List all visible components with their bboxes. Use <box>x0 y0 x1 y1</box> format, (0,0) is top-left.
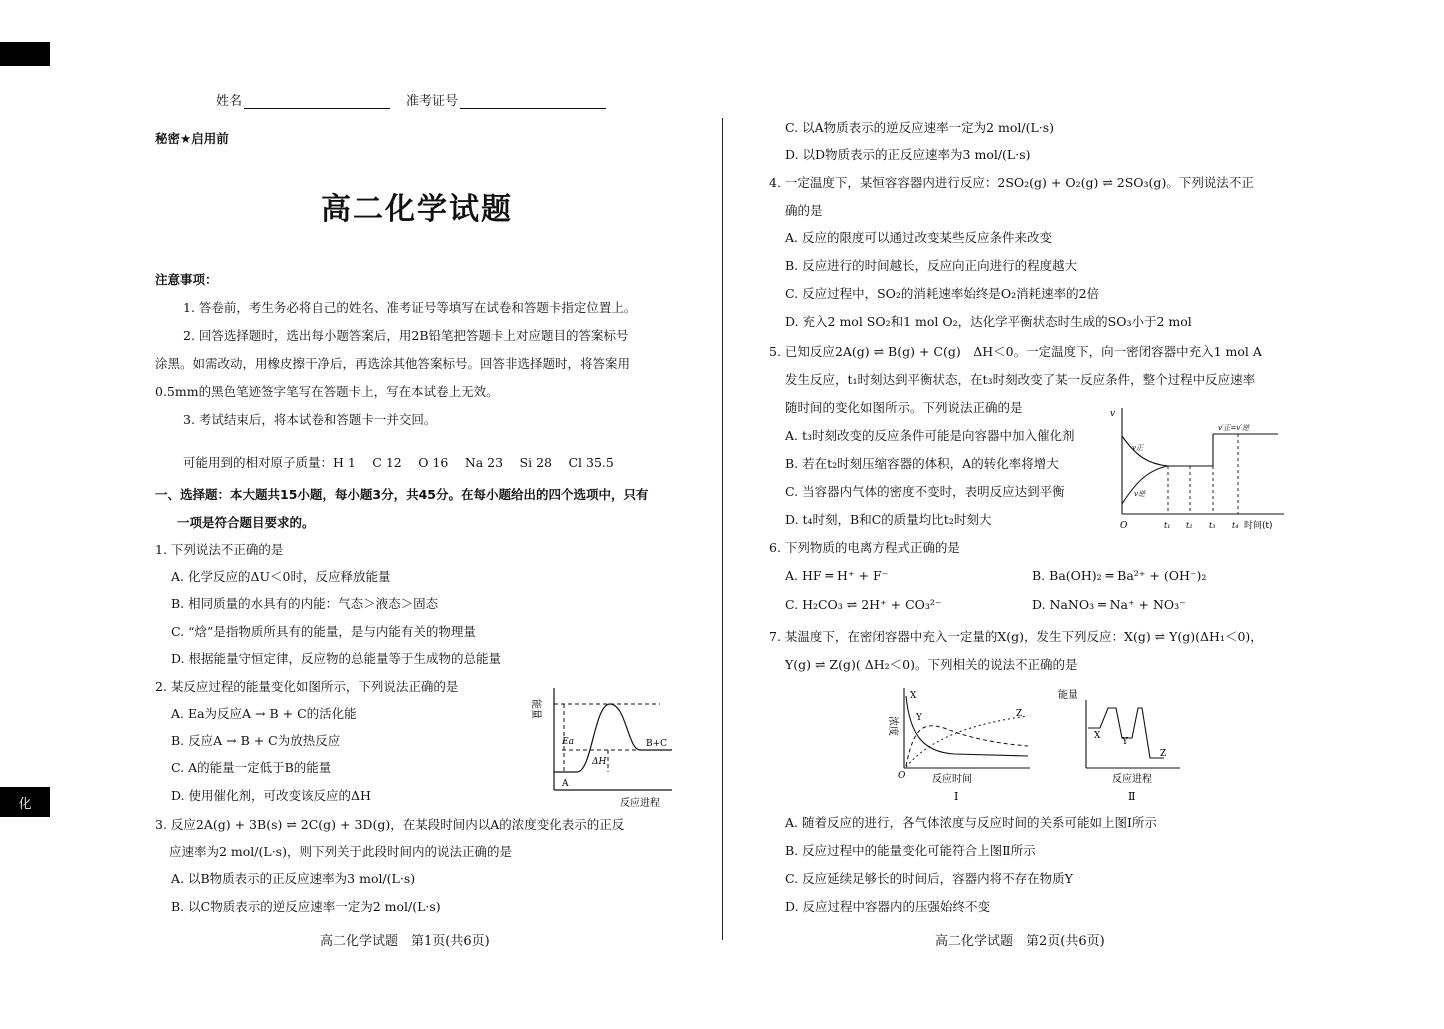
notice-heading: 注意事项： <box>155 272 218 287</box>
option: D. 以D物质表示的正反应速率为3 mol/(L·s) <box>785 147 1031 162</box>
z-curve <box>906 716 1028 767</box>
question-5-cont: 发生反应，t₁时刻达到平衡状态，在t₃时刻改变了某一反应条件，整个过程中反应速率 <box>785 372 1256 387</box>
question-2: 2. 某反应过程的能量变化如图所示，下列说法正确的是 <box>155 679 459 694</box>
option: D. NaNO₃ ═ Na⁺ + NO₃⁻ <box>1032 597 1186 612</box>
notice-line: 涂黑。如需改动，用橡皮擦干净后，再选涂其他答案标号。回答非选择题时，将答案用 <box>155 356 631 371</box>
z-label: Z <box>1160 749 1167 759</box>
x-axis-label: 反应时间 <box>932 774 972 785</box>
option: C. 当容器内气体的密度不变时，表明反应达到平衡 <box>785 484 1065 499</box>
corner-tab <box>0 42 50 66</box>
option: C. H₂CO₃ ⇌ 2H⁺ + CO₃²⁻ <box>785 597 942 612</box>
forward-rate-label: v正 <box>1132 444 1143 452</box>
option: B. 反应过程中的能量变化可能符合上图Ⅱ所示 <box>785 843 1036 858</box>
page-title: 高二化学试题 <box>321 192 513 227</box>
option: B. Ba(OH)₂ ═ Ba²⁺ + (OH⁻)₂ <box>1032 568 1207 583</box>
x-axis-label: 时间(t) <box>1244 521 1273 531</box>
y-label: Y <box>1122 737 1128 747</box>
question-1: 1. 下列说法不正确的是 <box>155 542 284 557</box>
x-label: X <box>1094 731 1101 741</box>
y-label: Y <box>916 713 922 723</box>
question-3-cont: 应速率为2 mol/(L·s)，则下列关于此段时间内的说法正确的是 <box>169 844 512 859</box>
y-axis-label: 浓度 <box>887 716 898 736</box>
option: B. 相同质量的水具有的内能：气态＞液态＞固态 <box>171 596 439 611</box>
option: C. 反应过程中，SO₂的消耗速率始终是O₂消耗速率的2倍 <box>785 286 1100 301</box>
atomic-mass: 可能用到的相对原子质量：H 1 C 12 O 16 Na 23 Si 28 Cl 35.5 <box>183 455 614 470</box>
figure-caption: Ⅰ <box>954 790 959 803</box>
concentration-graph-q7 <box>884 686 1034 804</box>
section-heading-cont: 一项是符合题目要求的。 <box>177 515 315 530</box>
option: D. 充入2 mol SO₂和1 mol O₂，达化学平衡状态时生成的SO₃小于2 mol <box>785 314 1192 329</box>
reverse-rate-label: v逆 <box>1134 490 1145 498</box>
subject-tab: 化 <box>0 787 50 817</box>
option: D. 反应过程中容器内的压强始终不变 <box>785 899 991 914</box>
rate-time-graph-q5 <box>1108 404 1288 534</box>
figure-caption: Ⅱ <box>1128 790 1136 803</box>
option: C. “焓”是指物质所具有的能量，是与内能有关的物理量 <box>171 624 476 639</box>
a-label: A <box>562 779 569 789</box>
question-5-cont: 随时间的变化如图所示。下列说法正确的是 <box>785 400 1023 415</box>
footer-right: 高二化学试题 第2页(共6页) <box>935 934 1105 949</box>
ea-label: Ea <box>562 737 574 747</box>
option: B. 若在t₂时刻压缩容器的体积，A的转化率将增大 <box>785 456 1059 471</box>
name-field <box>216 90 390 109</box>
y-axis-label: v <box>1110 409 1116 419</box>
option: C. 以A物质表示的逆反应速率一定为2 mol/(L·s) <box>785 120 1055 135</box>
x-curve <box>906 696 1028 756</box>
reverse-rate-curve <box>1122 466 1168 504</box>
option: D. t₄时刻，B和C的质量均比t₂时刻大 <box>785 512 992 527</box>
new-rate-label: v′正=v′逆 <box>1218 424 1249 432</box>
energy-graph-q7 <box>1056 686 1186 804</box>
option: A. 反应的限度可以通过改变某些反应条件来改变 <box>785 230 1052 245</box>
option: A. t₃时刻改变的反应条件可能是向容器中加入催化剂 <box>785 428 1075 443</box>
bc-label: B+C <box>646 739 668 749</box>
tick-t2: t₂ <box>1186 521 1193 530</box>
x-label: X <box>910 691 917 701</box>
origin-label: O <box>1120 521 1128 531</box>
notice-line: 3. 考试结束后，将本试卷和答题卡一并交回。 <box>183 412 437 427</box>
id-field <box>406 90 606 109</box>
x-axis-label: 反应进程 <box>1112 774 1152 785</box>
id-blank <box>460 95 606 109</box>
option: D. 使用催化剂，可改变该反应的ΔH <box>171 788 371 803</box>
notice-line: 1. 答卷前，考生务必将自己的姓名、准考证号等填写在试卷和答题卡指定位置上。 <box>183 300 637 315</box>
tick-t4: t₄ <box>1232 521 1239 530</box>
question-3: 3. 反应2A(g) + 3B(s) ⇌ 2C(g) + 3D(g)，在某段时间内以A的浓度变化表示的正反 <box>155 817 625 832</box>
question-5: 5. 已知反应2A(g) ⇌ B(g) + C(g) ΔH＜0。一定温度下，向一密闭容器中充入1 mol A <box>769 344 1262 359</box>
option: C. 反应延续足够长的时间后，容器内将不存在物质Y <box>785 871 1073 886</box>
option: A. 以B物质表示的正反应速率为3 mol/(L·s) <box>171 871 416 886</box>
option: B. 以C物质表示的逆反应速率一定为2 mol/(L·s) <box>171 899 441 914</box>
question-4: 4. 一定温度下，某恒容容器内进行反应：2SO₂(g) + O₂(g) ⇌ 2SO₃(g)。下列说法不正 <box>769 175 1254 190</box>
question-7-cont: Y(g) ⇌ Z(g)( ΔH₂＜0)。下列相关的说法不正确的是 <box>785 657 1078 672</box>
option: A. 化学反应的ΔU＜0时，反应释放能量 <box>171 569 391 584</box>
dh-label: ΔH <box>592 757 607 767</box>
y-curve <box>906 726 1028 766</box>
y-axis-label: 能量 <box>530 699 541 719</box>
footer-left: 高二化学试题 第1页(共6页) <box>320 934 490 949</box>
tick-t1: t₁ <box>1164 521 1171 530</box>
option: D. 根据能量守恒定律，反应物的总能量等于生成物的总能量 <box>171 651 502 666</box>
column-divider <box>722 118 723 940</box>
option: B. 反应A → B + C为放热反应 <box>171 733 341 748</box>
secret-label: 秘密★启用前 <box>155 131 229 146</box>
x-axis-label: 反应进程 <box>620 798 660 809</box>
name-blank <box>244 95 390 109</box>
notice-line: 0.5mm的黑色笔迹签字笔写在答题卡上，写在本试卷上无效。 <box>155 384 499 399</box>
energy-diagram-q2 <box>532 680 682 810</box>
y-axis-label: 能量 <box>1058 690 1078 701</box>
option: A. HF ═ H⁺ + F⁻ <box>785 568 889 583</box>
question-6: 6. 下列物质的电离方程式正确的是 <box>769 540 960 555</box>
question-7: 7. 某温度下，在密闭容器中充入一定量的X(g)，发生下列反应：X(g) ⇌ Y(g)(ΔH₁＜0)， <box>769 629 1263 644</box>
notice-line: 2. 回答选择题时，选出每小题答案后，用2B铅笔把答题卡上对应题目的答案标号 <box>183 328 629 343</box>
option: A. 随着反应的进行，各气体浓度与反应时间的关系可能如上图Ⅰ所示 <box>785 815 1157 830</box>
origin-label: O <box>898 771 906 781</box>
section-heading: 一、选择题：本大题共15小题，每小题3分，共45分。在每小题给出的四个选项中，只有 <box>155 487 649 502</box>
question-4-cont: 确的是 <box>785 203 823 218</box>
z-label: Z <box>1016 709 1023 719</box>
option: B. 反应进行的时间越长，反应向正向进行的程度越大 <box>785 258 1078 273</box>
option: C. A的能量一定低于B的能量 <box>171 760 332 775</box>
id-label: 准考证号 <box>406 94 459 109</box>
option: A. Ea为反应A → B + C的活化能 <box>171 706 357 721</box>
name-label: 姓名 <box>216 94 243 109</box>
tick-t3: t₃ <box>1209 521 1216 530</box>
